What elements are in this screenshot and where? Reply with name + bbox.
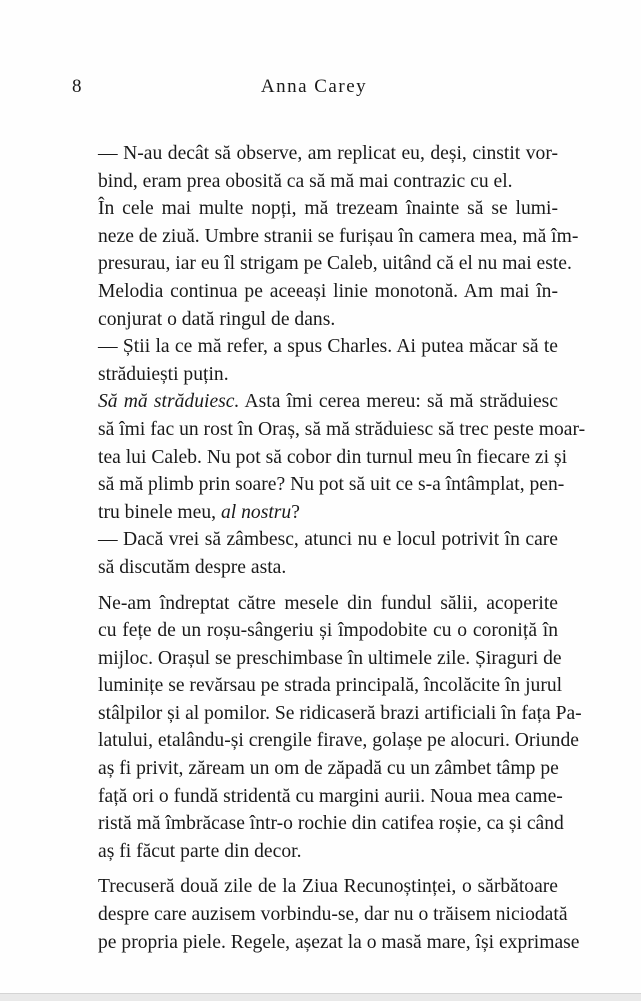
paragraph <box>72 140 558 195</box>
text-fragment: ? <box>291 501 300 523</box>
text-fragment: tru binele meu, <box>98 501 221 523</box>
text-line: bind, eram prea obosită ca să mă mai contrazic cu el. <box>98 170 513 192</box>
text-line: să îmi fac un rost în Oraș, să mă străduiesc să trec peste moar- <box>98 418 586 440</box>
text-line: aș fi făcut parte din decor. <box>98 840 302 862</box>
italic-phrase: al nostru <box>220 501 292 523</box>
text-line: mijloc. Orașul se preschimbase în ultimele zile. Șiraguri de <box>98 647 562 669</box>
text-line: față ori o fundă stridentă cu margini aurii. Noua mea came- <box>98 785 563 807</box>
text-line <box>72 499 558 527</box>
paragraph <box>72 388 586 526</box>
text-line: tea lui Caleb. Nu pot să cobor din turnul meu în fiecare zi și <box>98 446 568 468</box>
running-head: Anna Carey <box>260 76 368 97</box>
page-number: 8 <box>72 76 82 97</box>
paragraph <box>72 195 579 278</box>
text-line: Ne-am îndreptat către mesele din fundul sălii, acoperite <box>98 592 558 614</box>
text-line: să mă plimb prin soare? Nu pot să uit ce s-a întâmplat, pen- <box>98 474 565 496</box>
page-header <box>70 76 558 100</box>
paragraph <box>72 278 558 333</box>
text-line: În cele mai multe nopți, mă trezeam înainte să se lumi- <box>98 198 558 220</box>
text-line: Melodia continua pe aceeași linie monotonă. Am mai în- <box>98 280 558 302</box>
text-line: neze de ziuă. Umbre stranii se furișau în camera mea, mă îm- <box>98 225 579 247</box>
text-line: stâlpilor și al pomilor. Se ridicaseră brazi artificiali în fața Pa- <box>98 702 582 724</box>
text-line <box>72 388 558 416</box>
text-line: presurau, iar eu îl strigam pe Caleb, uitând că el nu mai este. <box>98 253 572 275</box>
text-line: cu fețe de un roșu-sângeriu și împodobite cu o coroniță în <box>98 620 558 642</box>
paragraph <box>72 333 558 388</box>
paragraph <box>72 873 580 956</box>
text-line: — Dacă vrei să zâmbesc, atunci nu e locul potrivit în care <box>98 529 558 551</box>
text-line: să discutăm despre asta. <box>98 556 287 578</box>
text-line: aș fi privit, zăream un om de zăpadă cu un zâmbet tâmp pe <box>98 758 559 780</box>
italic-phrase: Să mă străduiesc. <box>98 391 240 413</box>
text-line: despre care auzisem vorbindu-se, dar nu o trăisem niciodată <box>98 904 568 926</box>
body-text <box>72 140 586 956</box>
text-line: pe propria piele. Regele, așezat la o masă mare, își exprimase <box>98 931 580 953</box>
text-line: luminițe se revărsau pe strada principală, încolăcite în jurul <box>98 675 563 697</box>
text-line: străduiești puțin. <box>98 363 229 385</box>
text-line: — Știi la ce mă refer, a spus Charles. Ai putea măcar să te <box>98 336 558 358</box>
text-fragment: Asta îmi cerea mereu: să mă străduiesc <box>239 391 558 413</box>
text-line: Trecuseră două zile de la Ziua Recunoștinței, o sărbătoare <box>98 876 558 898</box>
text-line: latului, etalându-și crengile firave, golașe pe alocuri. Oriunde <box>98 730 579 752</box>
text-line: conjurat o dată ringul de dans. <box>98 308 336 330</box>
paragraph <box>72 590 582 866</box>
paragraph <box>72 526 558 581</box>
text-line: — N-au decât să observe, am replicat eu, deși, cinstit vor- <box>98 143 558 164</box>
text-line: ristă mă îmbrăcase într-o rochie din catifea roșie, ca și când <box>98 813 564 835</box>
